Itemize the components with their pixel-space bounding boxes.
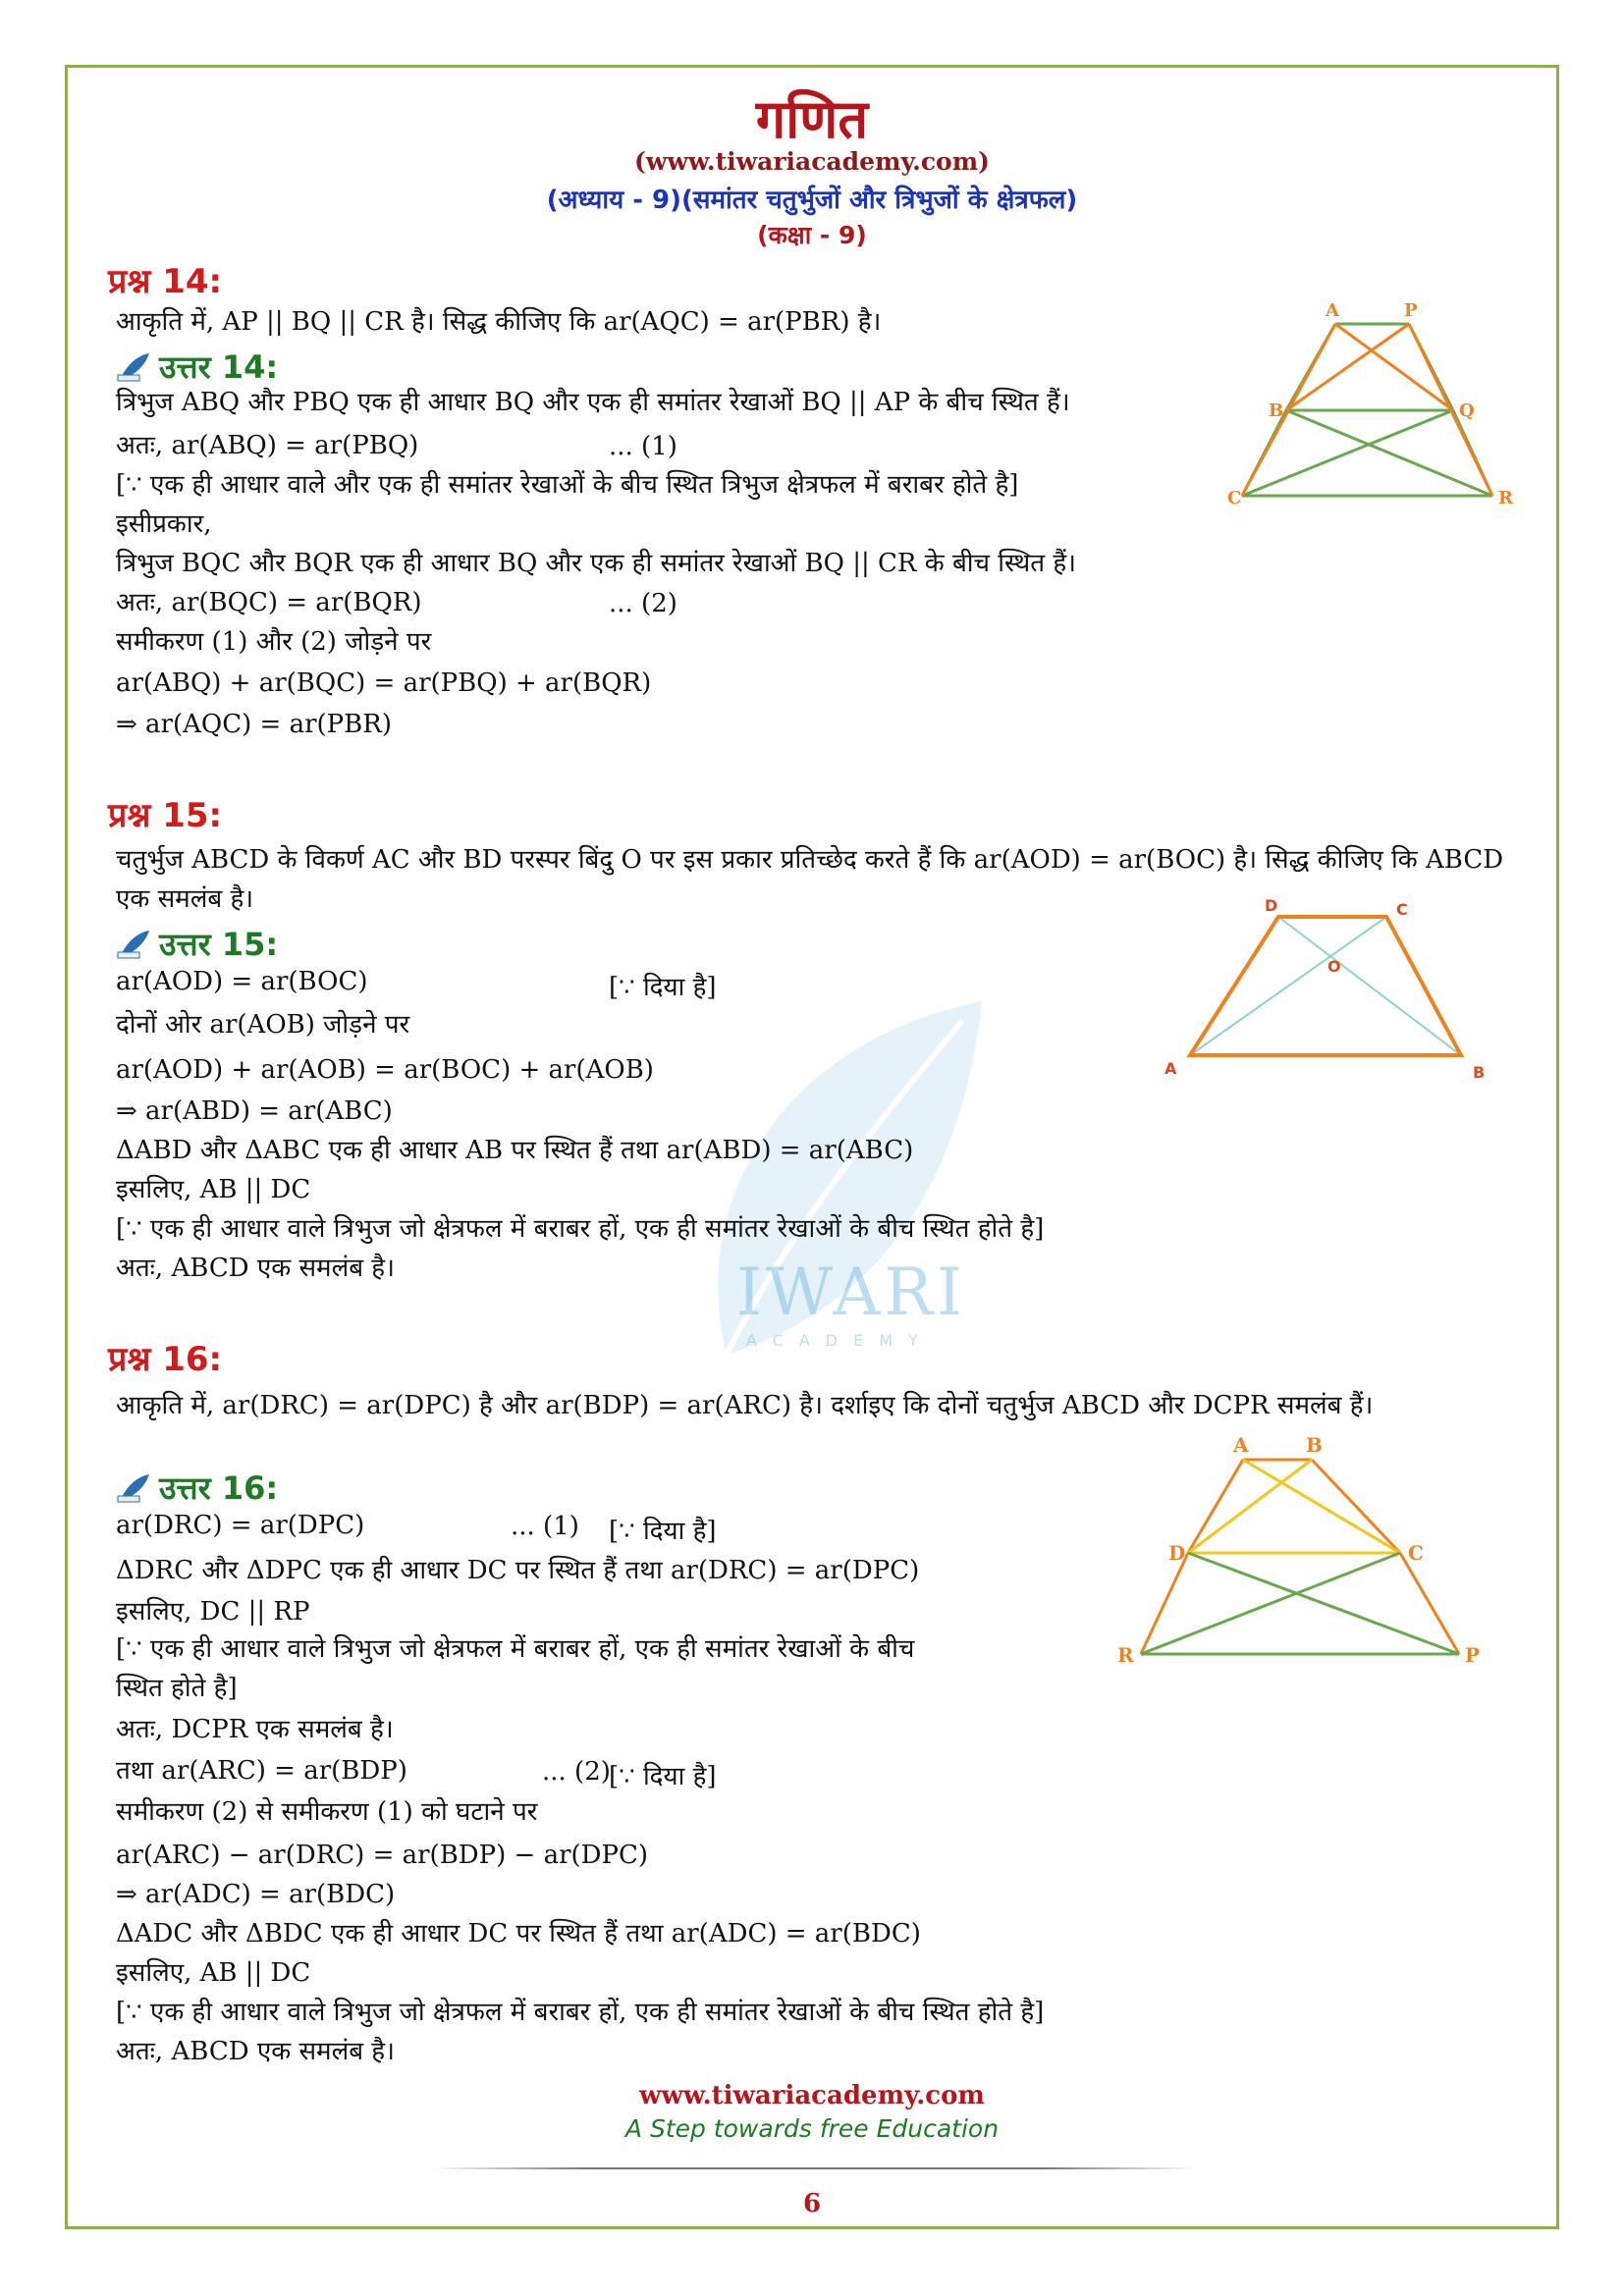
watermark-text: IWARI xyxy=(736,1255,967,1330)
q16-line-10: ΔADC और ΔBDC एक ही आधार DC पर स्थित हैं तथा ar(ADC) = ar(BDC) xyxy=(116,1919,921,1949)
q16-line-2: इसलिए, DC || RP xyxy=(116,1597,310,1627)
q15-label-a: A xyxy=(1164,1059,1177,1078)
q16-line-13: अतः, ABCD एक समलंब है। xyxy=(116,2037,395,2066)
q14-label-b: B xyxy=(1269,400,1284,421)
q16-label-d: D xyxy=(1168,1541,1186,1565)
q16-label-p: P xyxy=(1465,1643,1481,1667)
page-number: 6 xyxy=(802,2189,822,2218)
q16-label-b: B xyxy=(1306,1433,1323,1457)
q15-line-0: ar(AOD) = ar(BOC) xyxy=(116,967,368,996)
q14-line-8: ⇒ ar(AQC) = ar(PBR) xyxy=(116,710,392,739)
q16-line-3: [∵ एक ही आधार वाले त्रिभुज जो क्षेत्रफल में बराबर हों, एक ही समांतर रेखाओं के बीच xyxy=(116,1634,915,1664)
q15-figure xyxy=(1149,893,1502,1080)
chapter-title: (अध्याय - 9)(समांतर चतुर्भुजों और त्रिभुजों के क्षेत्रफल) xyxy=(546,186,1078,215)
q14-label-q: Q xyxy=(1459,400,1475,421)
quill-pen-icon xyxy=(116,929,151,960)
question-16-heading: प्रश्न 16: xyxy=(108,1340,223,1379)
q14-eq1-tag: ... (1) xyxy=(609,432,677,461)
q16-given-tag-1: [∵ दिया है] xyxy=(609,1517,717,1546)
answer-16-label: उत्तर 16: xyxy=(159,1469,279,1507)
question-14-text: आकृति में, AP || BQ || CR है। सिद्ध कीजिए कि ar(AQC) = ar(PBR) है। xyxy=(116,307,882,337)
watermark-subtext: ACADEMY xyxy=(746,1331,934,1350)
q16-line-5: अतः, DCPR एक समलंब है। xyxy=(116,1715,394,1744)
q15-line-6: [∵ एक ही आधार वाले त्रिभुज जो क्षेत्रफल में बराबर हों, एक ही समांतर रेखाओं के बीच स्थित होते है] xyxy=(116,1214,1045,1244)
q16-line-8: ar(ARC) − ar(DRC) = ar(BDP) − ar(DPC) xyxy=(116,1841,649,1870)
q16-line-4: स्थित होते है] xyxy=(116,1674,238,1703)
q16-figure xyxy=(1110,1428,1502,1674)
q16-given-tag-2: [∵ दिया है] xyxy=(609,1762,717,1791)
q15-label-d: D xyxy=(1265,896,1278,915)
q16-line-12: [∵ एक ही आधार वाले त्रिभुज जो क्षेत्रफल में बराबर हों, एक ही समांतर रेखाओं के बीच स्थित होते है] xyxy=(116,1998,1045,2027)
q16-line-11: इसलिए, AB || DC xyxy=(116,1958,311,1988)
q15-label-c: C xyxy=(1396,900,1408,919)
q14-line-1: अतः, ar(ABQ) = ar(PBQ) xyxy=(116,431,419,460)
q16-line-9: ⇒ ar(ADC) = ar(BDC) xyxy=(116,1880,396,1909)
q16-line-0: ar(DRC) = ar(DPC) xyxy=(116,1511,365,1540)
q14-figure xyxy=(1227,294,1522,520)
quill-pen-icon xyxy=(116,1472,151,1504)
answer-14-label: उत्तर 14: xyxy=(159,348,279,386)
q16-label-a: A xyxy=(1233,1433,1249,1457)
q15-label-o: O xyxy=(1327,957,1341,976)
q14-label-a: A xyxy=(1326,300,1339,321)
q16-line-1: ΔDRC और ΔDPC एक ही आधार DC पर स्थित हैं तथा ar(DRC) = ar(DPC) xyxy=(116,1556,920,1585)
question-16-text: आकृति में, ar(DRC) = ar(DPC) है और ar(BDP) = ar(ARC) है। दर्शाइए कि दोनों चतुर्भुज ABCD और DCPR समलंब हैं। xyxy=(116,1391,1374,1420)
q16-eq2-tag: ... (2) xyxy=(542,1757,611,1787)
answer-14-heading xyxy=(116,346,278,388)
answer-15-heading xyxy=(116,923,278,965)
q16-label-r: R xyxy=(1117,1643,1134,1667)
answer-15-label: उत्तर 15: xyxy=(159,926,279,963)
q14-line-5: अतः, ar(BQC) = ar(BQR) xyxy=(116,588,422,617)
q14-label-p: P xyxy=(1404,300,1418,321)
question-15-heading: प्रश्न 15: xyxy=(108,796,223,835)
q15-given-tag: [∵ दिया है] xyxy=(609,973,717,1002)
quill-pen-icon xyxy=(116,351,151,383)
q14-label-c: C xyxy=(1227,488,1242,508)
q15-line-2: ar(AOD) + ar(AOB) = ar(BOC) + ar(AOB) xyxy=(116,1055,654,1085)
answer-16-heading xyxy=(116,1467,278,1509)
q14-line-4: त्रिभुज BQC और BQR एक ही आधार BQ और एक ही समांतर रेखाओं BQ || CR के बीच स्थित हैं। xyxy=(116,549,1076,578)
q14-line-2: [∵ एक ही आधार वाले और एक ही समांतर रेखाओं के बीच स्थित त्रिभुज क्षेत्रफल में बराबर होते है] xyxy=(116,470,1019,500)
q15-line-4: ΔABD और ΔABC एक ही आधार AB पर स्थित हैं तथा ar(ABD) = ar(ABC) xyxy=(116,1136,914,1165)
q14-line-0: त्रिभुज ABQ और PBQ एक ही आधार BQ और एक ही समांतर रेखाओं BQ || AP के बीच स्थित हैं। xyxy=(116,388,1070,417)
q14-line-7: ar(ABQ) + ar(BQC) = ar(PBQ) + ar(BQR) xyxy=(116,668,652,698)
q15-line-1: दोनों ओर ar(AOB) जोड़ने पर xyxy=(116,1010,410,1040)
q14-label-r: R xyxy=(1498,488,1513,508)
q16-line-6: तथा ar(ARC) = ar(BDP) xyxy=(116,1756,407,1786)
q16-eq1-tag: ... (1) xyxy=(511,1512,579,1541)
q15-line-7: अतः, ABCD एक समलंब है। xyxy=(116,1254,395,1283)
question-14-heading: प्रश्न 14: xyxy=(108,262,223,301)
footer-divider xyxy=(432,2167,1198,2169)
q14-eq2-tag: ... (2) xyxy=(609,589,677,618)
q14-line-3: इसीप्रकार, xyxy=(116,509,212,539)
page-title: गणित xyxy=(755,88,869,150)
q16-label-c: C xyxy=(1408,1541,1424,1565)
header-website: (www.tiwariacademy.com) xyxy=(633,147,990,176)
question-15-text: चतुर्भुज ABCD के विकर्ण AC और BD परस्पर बिंदु O पर इस प्रकार प्रतिच्छेद करते हैं कि ar(AOD) = ar(BOC) है। सिद्ध कीजिए कि ABCD एक समलंब है। xyxy=(116,845,1504,914)
class-label: (कक्षा - 9) xyxy=(757,221,867,249)
footer-website: www.tiwariacademy.com xyxy=(639,2081,985,2110)
q15-line-5: इसलिए, AB || DC xyxy=(116,1175,311,1204)
q15-line-3: ⇒ ar(ABD) = ar(ABC) xyxy=(116,1096,393,1126)
q16-line-7: समीकरण (2) से समीकरण (1) को घटाने पर xyxy=(116,1797,538,1827)
q14-line-6: समीकरण (1) और (2) जोड़ने पर xyxy=(116,627,432,657)
q15-label-b: B xyxy=(1473,1063,1486,1080)
footer-tagline: A Step towards free Education xyxy=(624,2114,1000,2143)
